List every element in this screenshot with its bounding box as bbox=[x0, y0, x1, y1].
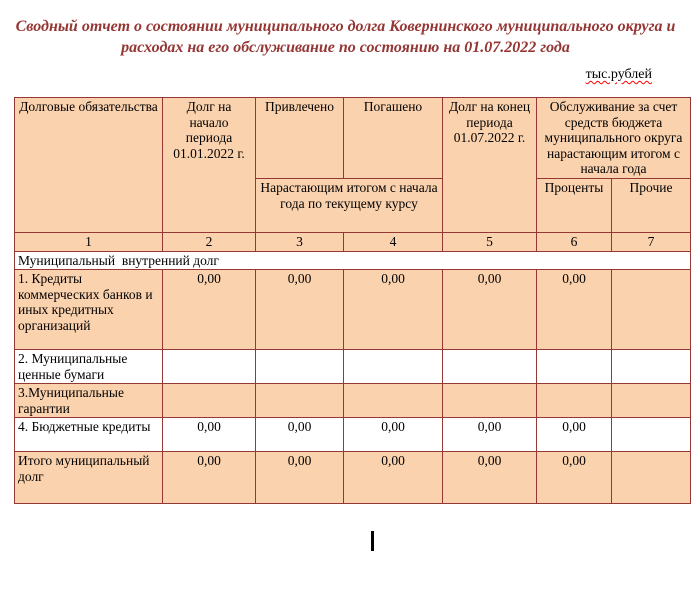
table-row bbox=[15, 384, 691, 418]
units-label: тыс.рублей bbox=[585, 67, 652, 82]
cell-value bbox=[612, 270, 691, 350]
table-row bbox=[15, 418, 691, 452]
column-number: 5 bbox=[443, 233, 537, 252]
cell-value: 0,00 bbox=[163, 452, 256, 504]
column-number: 7 bbox=[612, 233, 691, 252]
cell-value bbox=[612, 384, 691, 418]
header-debt-end: Долг на конец периода 01.07.2022 г. bbox=[443, 98, 537, 233]
cell-value: 0,00 bbox=[537, 452, 612, 504]
header-debt-obligations: Долговые обязательства bbox=[15, 98, 163, 233]
cell-value: 0,00 bbox=[344, 418, 443, 452]
section-title: Муниципальный внутренний долг bbox=[15, 251, 691, 270]
cell-value bbox=[537, 350, 612, 384]
cell-value bbox=[443, 350, 537, 384]
column-number: 3 bbox=[256, 233, 344, 252]
header-debt-begin: Долг на начало периода 01.01.2022 г. bbox=[163, 98, 256, 233]
cell-value: 0,00 bbox=[537, 418, 612, 452]
column-number-row bbox=[15, 233, 691, 252]
cell-value bbox=[256, 350, 344, 384]
table-row bbox=[15, 270, 691, 350]
header-attracted: Привлечено bbox=[256, 98, 344, 179]
cell-value bbox=[256, 384, 344, 418]
cell-value bbox=[163, 384, 256, 418]
cell-value: 0,00 bbox=[256, 418, 344, 452]
cell-value: 0,00 bbox=[443, 452, 537, 504]
column-number: 2 bbox=[163, 233, 256, 252]
table-row bbox=[15, 350, 691, 384]
header-interest: Проценты bbox=[537, 179, 612, 233]
cell-value: 0,00 bbox=[163, 270, 256, 350]
cell-value: 0,00 bbox=[443, 270, 537, 350]
cell-value: 0,00 bbox=[443, 418, 537, 452]
cell-value bbox=[612, 350, 691, 384]
cell-value bbox=[612, 418, 691, 452]
header-repaid: Погашено bbox=[344, 98, 443, 179]
row-label: 2. Муниципальные ценные бумаги bbox=[15, 350, 163, 384]
cell-value bbox=[344, 384, 443, 418]
cell-value: 0,00 bbox=[344, 452, 443, 504]
section-row bbox=[15, 251, 691, 270]
cell-value: 0,00 bbox=[537, 270, 612, 350]
cell-value: 0,00 bbox=[256, 270, 344, 350]
cell-value: 0,00 bbox=[163, 418, 256, 452]
total-row bbox=[15, 452, 691, 504]
header-other: Прочие bbox=[612, 179, 691, 233]
cell-value bbox=[537, 384, 612, 418]
cell-value bbox=[443, 384, 537, 418]
cell-value bbox=[344, 350, 443, 384]
column-number: 6 bbox=[537, 233, 612, 252]
row-label: 4. Бюджетные кредиты bbox=[15, 418, 163, 452]
column-number: 4 bbox=[344, 233, 443, 252]
header-servicing: Обслуживание за счет средств бюджета муниципального округа нарастающим итогом с начала года bbox=[537, 98, 691, 179]
row-label: 3.Муниципальные гарантии bbox=[15, 384, 163, 418]
cell-value bbox=[163, 350, 256, 384]
total-row-label: Итого муниципальный долг bbox=[15, 452, 163, 504]
municipal-debt-table bbox=[14, 97, 691, 504]
cell-value bbox=[612, 452, 691, 504]
text-cursor bbox=[371, 531, 374, 551]
document-title: Сводный отчет о состоянии муниципального долга Ковернинского муниципального округа и расходах на его обслуживание по состоянию на 01.07.2022 года bbox=[15, 18, 676, 56]
cell-value: 0,00 bbox=[344, 270, 443, 350]
row-label: 1. Кредиты коммерческих банков и иных кредитных организаций bbox=[15, 270, 163, 350]
column-number: 1 bbox=[15, 233, 163, 252]
header-cumulative-note: Нарастающим итогом с начала года по текущему курсу bbox=[256, 179, 443, 233]
cell-value: 0,00 bbox=[256, 452, 344, 504]
